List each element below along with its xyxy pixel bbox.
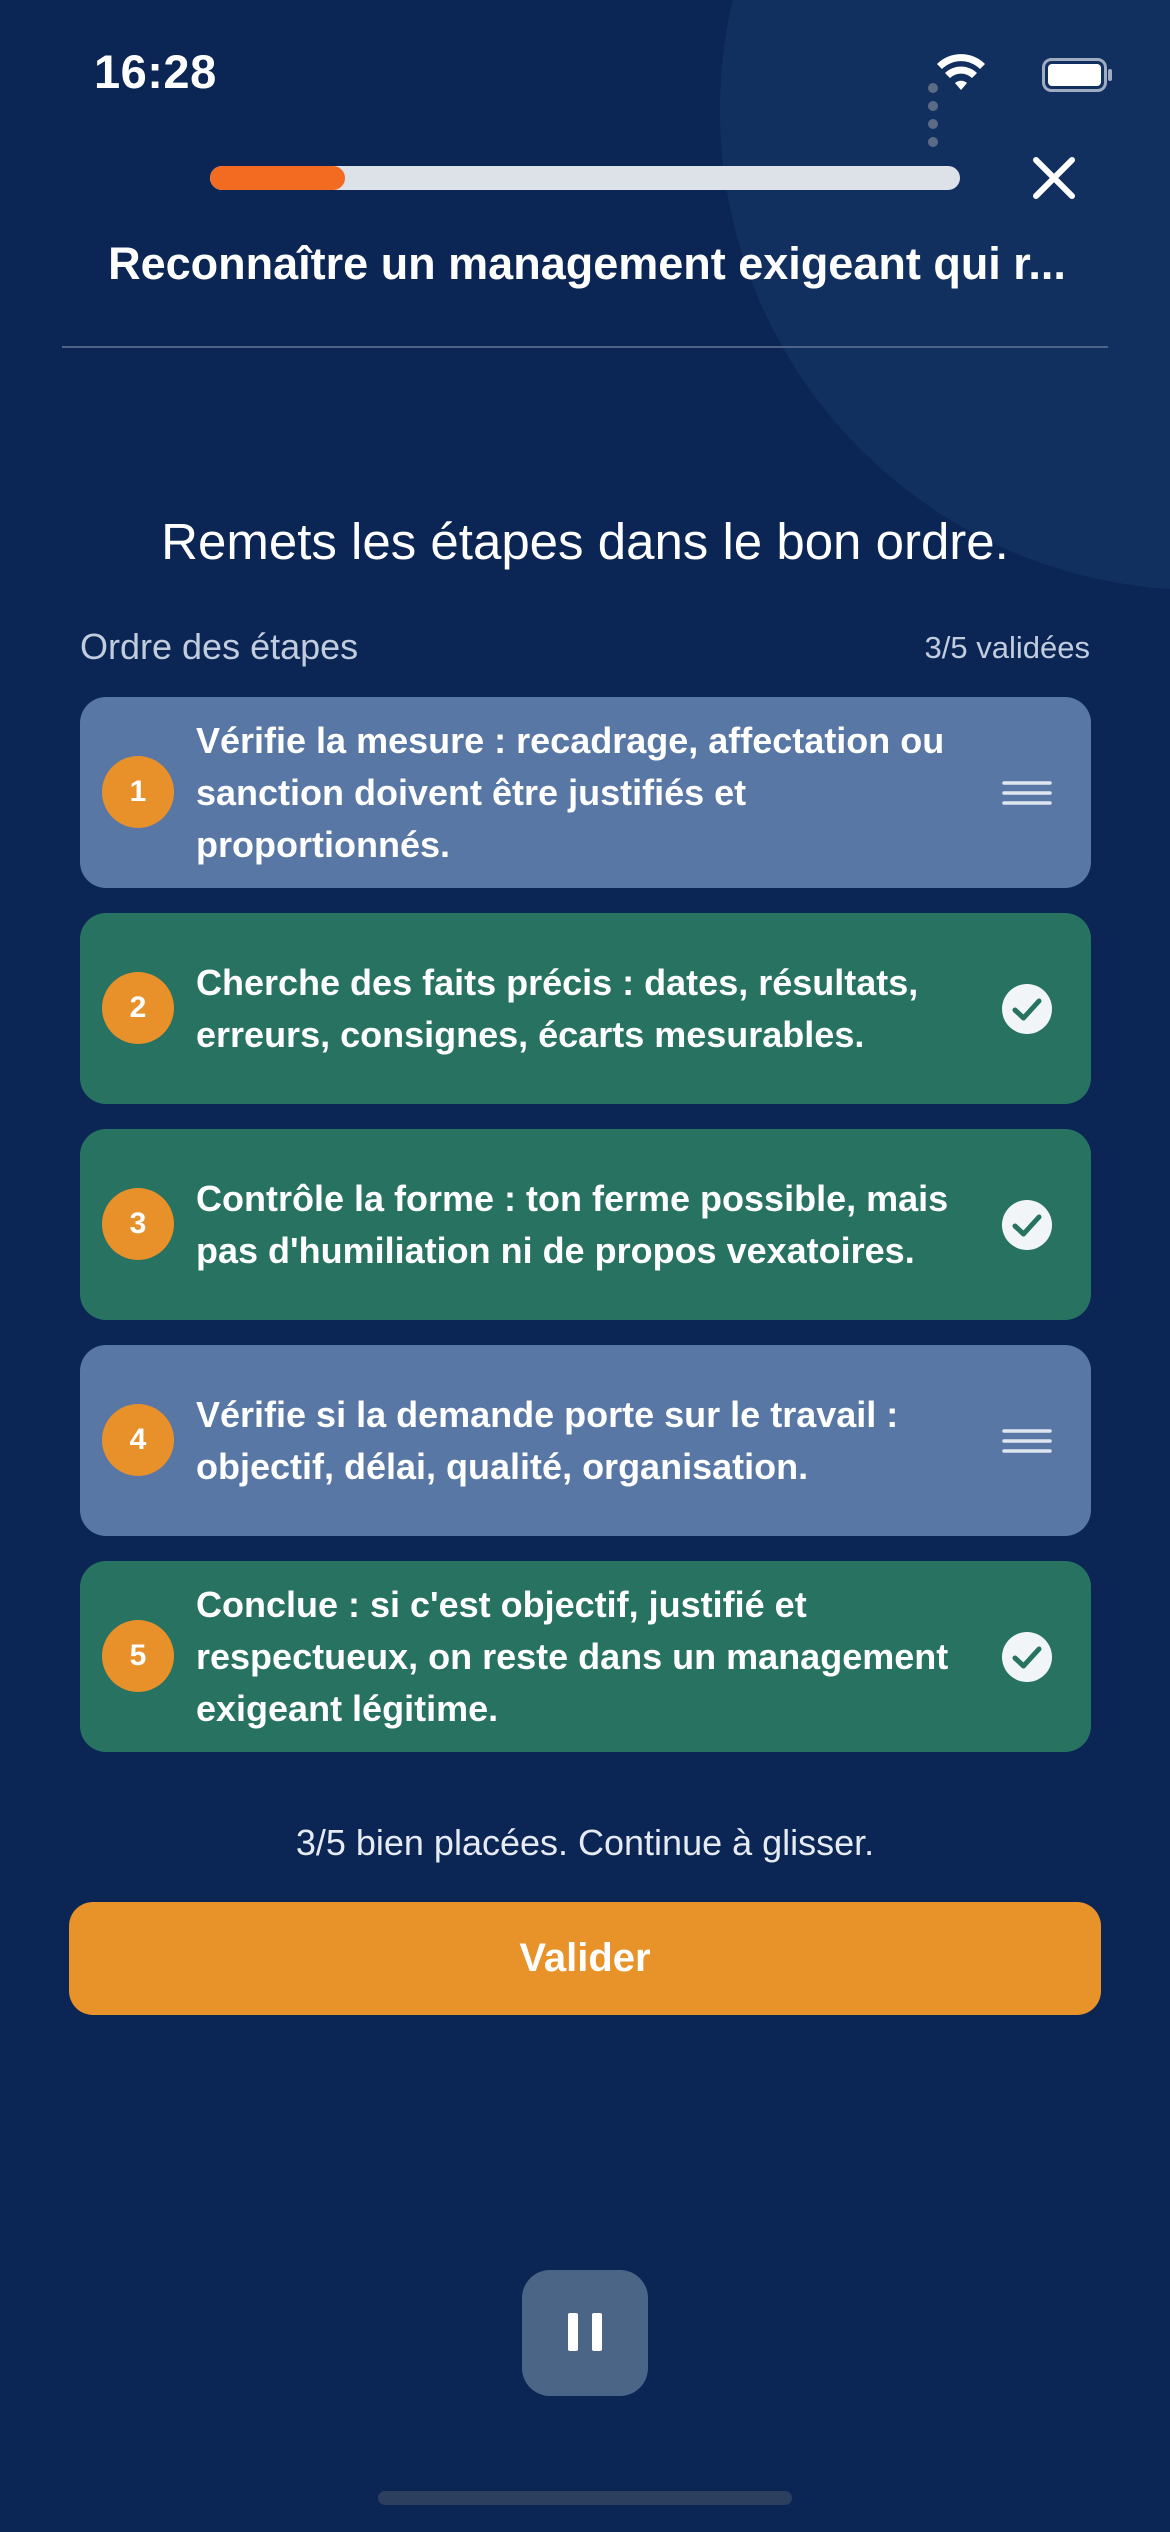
check-icon [1000,1630,1054,1684]
status-time: 16:28 [94,45,217,98]
step-card-4[interactable] [80,1345,1091,1536]
step-number-badge: 3 [102,1188,174,1260]
step-text: Vérifie si la demande porte sur le travail : objectif, délai, qualité, organisation. [196,1393,899,1487]
status-bar [0,0,1170,150]
step-text: Vérifie la mesure : recadrage, affectation ou sanction doivent être justifiés et proportionnés. [196,719,945,865]
drag-handle-icon[interactable] [1000,766,1054,820]
step-text: Conclue : si c'est objectif, justifié et respectueux, on reste dans un management exigeant légitime. [196,1583,949,1729]
step-number-badge: 4 [102,1404,174,1476]
feedback-message: 3/5 bien placées. Continue à glisser. [295,1822,875,1863]
close-icon[interactable] [1024,148,1084,208]
step-number-badge: 5 [102,1620,174,1692]
home-indicator [378,2491,792,2505]
lesson-title: Reconnaître un management exigeant qui r... [108,238,1066,289]
battery-icon [1042,58,1114,92]
check-icon [1000,982,1054,1036]
validate-button[interactable]: Valider [69,1902,1101,2015]
step-card-3[interactable] [80,1129,1091,1320]
validated-count: 3/5 validées [924,630,1090,665]
pause-button[interactable] [522,2270,648,2396]
check-icon [1000,1198,1054,1252]
step-number-badge: 2 [102,972,174,1044]
pause-icon [568,2313,578,2351]
steps-list-label: Ordre des étapes [80,626,359,667]
step-text: Cherche des faits précis : dates, résultats, erreurs, consignes, écarts mesurables. [196,961,919,1055]
exercise-instruction: Remets les étapes dans le bon ordre. [161,513,1009,570]
pause-icon [592,2313,602,2351]
steps-list [80,697,1091,1777]
step-number-badge: 1 [102,756,174,828]
drag-handle-icon[interactable] [1000,1414,1054,1468]
step-card-2[interactable] [80,913,1091,1104]
steps-list-header [80,626,1090,676]
lesson-progress-bar [210,166,960,190]
step-card-5[interactable] [80,1561,1091,1752]
step-text: Contrôle la forme : ton ferme possible, mais pas d'humiliation ni de propos vexatoires. [196,1177,949,1271]
header-divider [62,346,1108,348]
step-card-1[interactable] [80,697,1091,888]
wifi-icon [936,54,986,94]
lesson-progress-fill [210,166,345,190]
